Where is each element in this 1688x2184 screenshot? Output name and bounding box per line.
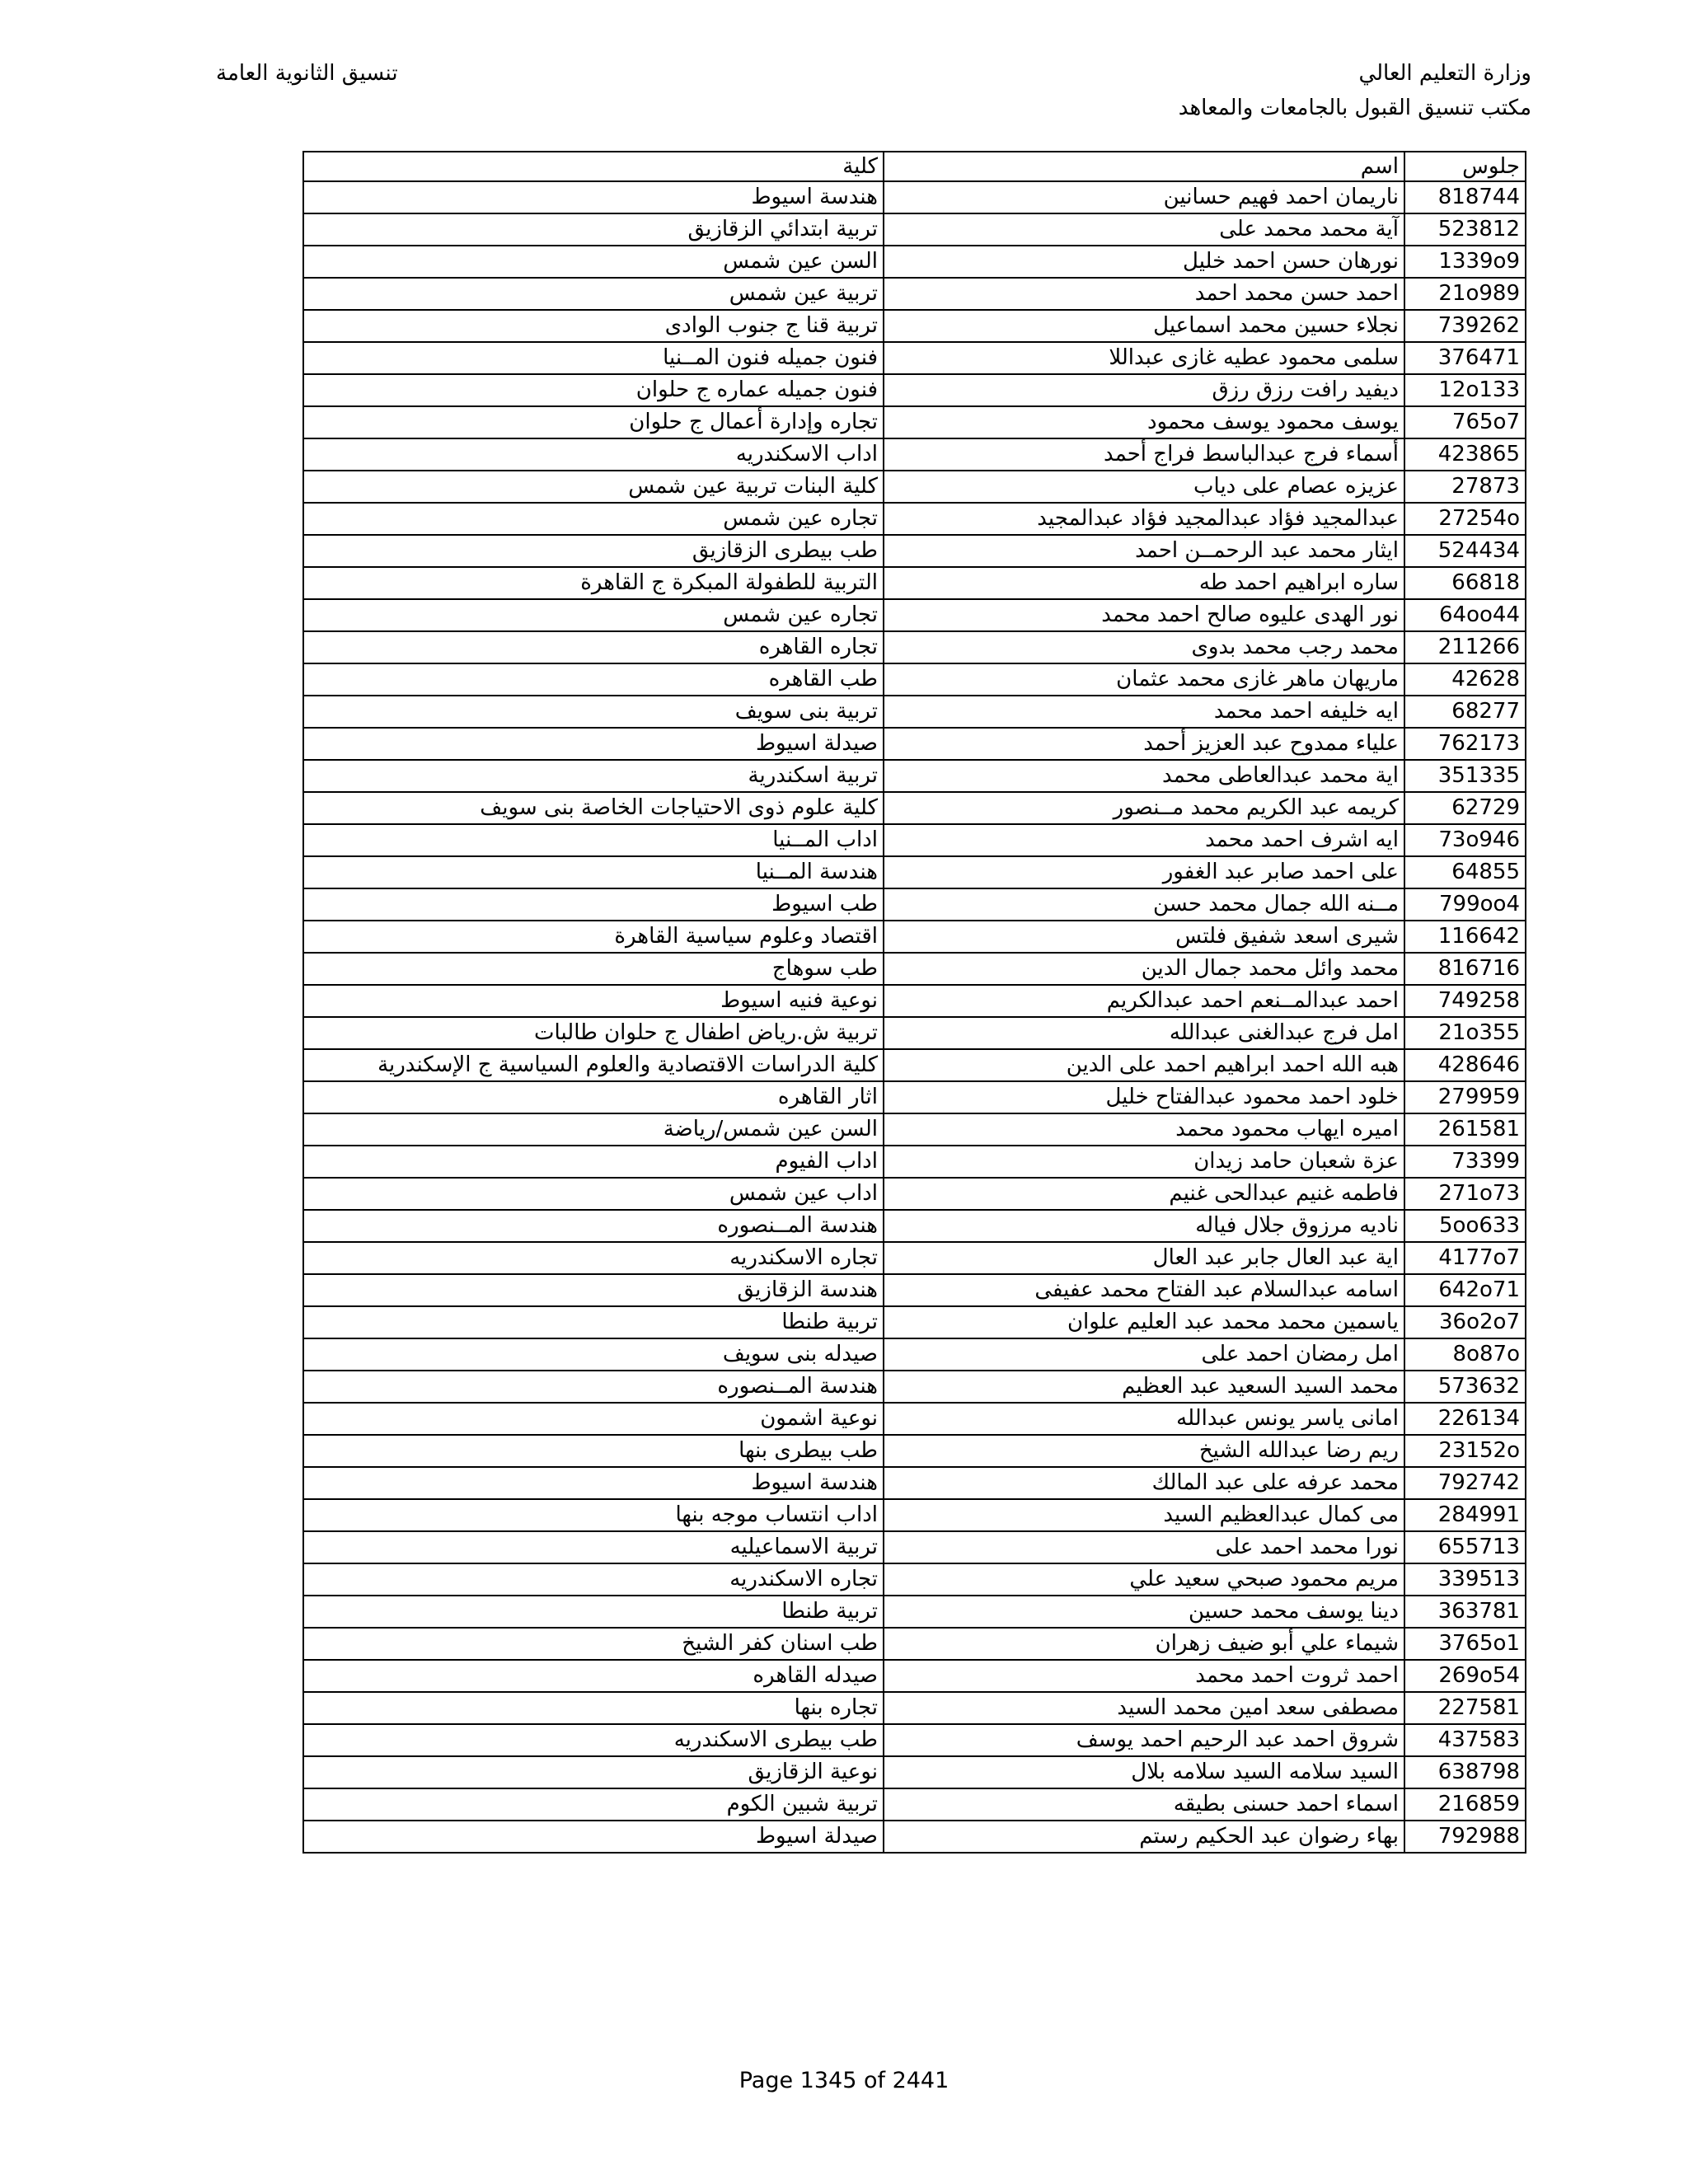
name-cell: عزيزه عصام على دياب bbox=[884, 471, 1404, 503]
college-cell: هندسة المــنيا bbox=[303, 856, 884, 888]
name-cell: على احمد صابر عبد الغفور bbox=[884, 856, 1404, 888]
name-cell: نجلاء حسين محمد اسماعيل bbox=[884, 310, 1404, 342]
college-cell: اداب الاسكندريه bbox=[303, 438, 884, 471]
college-cell: طب اسيوط bbox=[303, 888, 884, 921]
name-cell: ناديه مرزوق جلال فياله bbox=[884, 1210, 1404, 1242]
seat-cell: 279959 bbox=[1404, 1081, 1526, 1113]
seat-cell: 216859 bbox=[1404, 1788, 1526, 1821]
table-row bbox=[303, 1435, 1526, 1467]
table-row bbox=[303, 1499, 1526, 1531]
seat-cell: 638798 bbox=[1404, 1756, 1526, 1788]
seat-cell: 21o989 bbox=[1404, 278, 1526, 310]
name-cell: فاطمه غنيم عبدالحى غنيم bbox=[884, 1178, 1404, 1210]
college-cell: صيدلة اسيوط bbox=[303, 1821, 884, 1853]
college-cell: فنون جميله عماره ج حلوان bbox=[303, 374, 884, 406]
college-cell: التربية للطفولة المبكرة ج القاهرة bbox=[303, 567, 884, 599]
name-cell: آية محمد محمد على bbox=[884, 213, 1404, 246]
table-row bbox=[303, 921, 1526, 953]
seat-cell: 655713 bbox=[1404, 1531, 1526, 1563]
college-cell: تجاره عين شمس bbox=[303, 503, 884, 535]
college-cell: اثار القاهره bbox=[303, 1081, 884, 1113]
college-cell: السن عين شمس bbox=[303, 246, 884, 278]
name-cell: اميره ايهاب محمود محمد bbox=[884, 1113, 1404, 1146]
name-cell: ايه خليفه احمد محمد bbox=[884, 696, 1404, 728]
name-cell: عزة شعبان حامد زيدان bbox=[884, 1146, 1404, 1178]
table-row bbox=[303, 1210, 1526, 1242]
college-cell: تربية ابتدائي الزقازيق bbox=[303, 213, 884, 246]
college-cell: هندسة المــنصوره bbox=[303, 1210, 884, 1242]
seat-cell: 437583 bbox=[1404, 1724, 1526, 1756]
name-cell: امانى ياسر يونس عبدالله bbox=[884, 1403, 1404, 1435]
ministry-title: وزارة التعليم العالي bbox=[1358, 61, 1531, 86]
name-cell: عبدالمجيد فؤاد عبدالمجيد فؤاد عبدالمجيد bbox=[884, 503, 1404, 535]
seat-cell: 423865 bbox=[1404, 438, 1526, 471]
seat-cell: 4177o7 bbox=[1404, 1242, 1526, 1274]
college-cell: نوعية فنيه اسيوط bbox=[303, 985, 884, 1017]
column-header-seat: جلوس bbox=[1404, 152, 1526, 181]
table-row bbox=[303, 1371, 1526, 1403]
college-cell: طب سوهاج bbox=[303, 953, 884, 985]
name-cell: علياء ممدوح عبد العزيز أحمد bbox=[884, 728, 1404, 760]
seat-cell: 523812 bbox=[1404, 213, 1526, 246]
table-row bbox=[303, 1467, 1526, 1499]
college-cell: فنون جميله فنون المــنيا bbox=[303, 342, 884, 374]
seat-cell: 269o54 bbox=[1404, 1660, 1526, 1692]
seat-cell: 816716 bbox=[1404, 953, 1526, 985]
seat-cell: 376471 bbox=[1404, 342, 1526, 374]
name-cell: احمد ثروت احمد محمد bbox=[884, 1660, 1404, 1692]
table-row bbox=[303, 181, 1526, 213]
name-cell: ناريمان احمد فهيم حسانين bbox=[884, 181, 1404, 213]
name-cell: نورا محمد احمد على bbox=[884, 1531, 1404, 1563]
college-cell: اداب عين شمس bbox=[303, 1178, 884, 1210]
seat-cell: 271o73 bbox=[1404, 1178, 1526, 1210]
table-row bbox=[303, 1563, 1526, 1596]
name-cell: مصطفى سعد امين محمد السيد bbox=[884, 1692, 1404, 1724]
name-cell: اية عبد العال جابر عبد العال bbox=[884, 1242, 1404, 1274]
college-cell: تربية بنى سويف bbox=[303, 696, 884, 728]
college-cell: طب القاهره bbox=[303, 663, 884, 696]
seat-cell: 339513 bbox=[1404, 1563, 1526, 1596]
table-row bbox=[303, 1788, 1526, 1821]
header-row bbox=[303, 152, 1526, 181]
college-cell: تجاره عين شمس bbox=[303, 599, 884, 631]
college-cell: اداب انتساب موجه بنها bbox=[303, 1499, 884, 1531]
college-cell: كلية الدراسات الاقتصادية والعلوم السياسية ج الإسكندرية bbox=[303, 1049, 884, 1081]
table-row bbox=[303, 760, 1526, 792]
table-row bbox=[303, 567, 1526, 599]
seat-cell: 792988 bbox=[1404, 1821, 1526, 1853]
table-row bbox=[303, 824, 1526, 856]
name-cell: اسامه عبدالسلام عبد الفتاح محمد عفيفى bbox=[884, 1274, 1404, 1306]
table-row bbox=[303, 278, 1526, 310]
name-cell: بهاء رضوان عبد الحكيم رستم bbox=[884, 1821, 1404, 1853]
table-row bbox=[303, 792, 1526, 824]
seat-cell: 284991 bbox=[1404, 1499, 1526, 1531]
name-cell: مريم محمود صبحي سعيد علي bbox=[884, 1563, 1404, 1596]
name-cell: محمد وائل محمد جمال الدين bbox=[884, 953, 1404, 985]
college-cell: طب بيطرى الزقازيق bbox=[303, 535, 884, 567]
college-cell: هندسة اسيوط bbox=[303, 181, 884, 213]
table-row bbox=[303, 953, 1526, 985]
table-row bbox=[303, 246, 1526, 278]
seat-cell: 5oo633 bbox=[1404, 1210, 1526, 1242]
seat-cell: 1339o9 bbox=[1404, 246, 1526, 278]
name-cell: خلود احمد محمود عبدالفتاح خليل bbox=[884, 1081, 1404, 1113]
table-row bbox=[303, 374, 1526, 406]
college-cell: هندسة المــنصوره bbox=[303, 1371, 884, 1403]
table-row bbox=[303, 1081, 1526, 1113]
college-cell: تجاره الاسكندريه bbox=[303, 1242, 884, 1274]
table-row bbox=[303, 1628, 1526, 1660]
table-row bbox=[303, 1531, 1526, 1563]
table-row bbox=[303, 1724, 1526, 1756]
seat-cell: 23152o bbox=[1404, 1435, 1526, 1467]
college-cell: صيدله القاهره bbox=[303, 1660, 884, 1692]
seat-cell: 68277 bbox=[1404, 696, 1526, 728]
college-cell: صيدلة اسيوط bbox=[303, 728, 884, 760]
name-cell: سلمى محمود عطيه غازى عبداللا bbox=[884, 342, 1404, 374]
table-row bbox=[303, 1821, 1526, 1853]
seat-cell: 64oo44 bbox=[1404, 599, 1526, 631]
college-cell: كلية البنات تربية عين شمس bbox=[303, 471, 884, 503]
seat-cell: 27254o bbox=[1404, 503, 1526, 535]
name-cell: ماريهان ماهر غازى محمد عثمان bbox=[884, 663, 1404, 696]
college-cell: هندسة اسيوط bbox=[303, 1467, 884, 1499]
college-cell: صيدله بنى سويف bbox=[303, 1338, 884, 1371]
seat-cell: 428646 bbox=[1404, 1049, 1526, 1081]
seat-cell: 73o946 bbox=[1404, 824, 1526, 856]
table-row bbox=[303, 1660, 1526, 1692]
seat-cell: 642o71 bbox=[1404, 1274, 1526, 1306]
seat-cell: 792742 bbox=[1404, 1467, 1526, 1499]
college-cell: تربية الاسماعيليه bbox=[303, 1531, 884, 1563]
college-cell: تربية قنا ج جنوب الوادى bbox=[303, 310, 884, 342]
column-header-college: كلية bbox=[303, 152, 884, 181]
name-cell: محمد رجب محمد بدوى bbox=[884, 631, 1404, 663]
name-cell: محمد السيد السعيد عبد العظيم bbox=[884, 1371, 1404, 1403]
college-cell: تجاره وإدارة أعمال ج حلوان bbox=[303, 406, 884, 438]
seat-cell: 261581 bbox=[1404, 1113, 1526, 1146]
college-cell: اداب المــنيا bbox=[303, 824, 884, 856]
table-row bbox=[303, 631, 1526, 663]
seat-cell: 351335 bbox=[1404, 760, 1526, 792]
table-row bbox=[303, 1306, 1526, 1338]
page-number: Page 1345 of 2441 bbox=[738, 2068, 950, 2093]
name-cell: هبه الله احمد ابراهيم احمد على الدين bbox=[884, 1049, 1404, 1081]
name-cell: نورهان حسن احمد خليل bbox=[884, 246, 1404, 278]
name-cell: احمد عبدالمــنعم احمد عبدالكريم bbox=[884, 985, 1404, 1017]
college-cell: تجاره القاهره bbox=[303, 631, 884, 663]
table-row bbox=[303, 663, 1526, 696]
office-title: مكتب تنسيق القبول بالجامعات والمعاهد bbox=[1178, 96, 1531, 120]
name-cell: ايثار محمد عبد الرحمــن احمد bbox=[884, 535, 1404, 567]
table-row bbox=[303, 438, 1526, 471]
table-row bbox=[303, 1178, 1526, 1210]
seat-cell: 66818 bbox=[1404, 567, 1526, 599]
table-row bbox=[303, 1017, 1526, 1049]
name-cell: ايه اشرف احمد محمد bbox=[884, 824, 1404, 856]
seat-cell: 62729 bbox=[1404, 792, 1526, 824]
seat-cell: 762173 bbox=[1404, 728, 1526, 760]
column-header-name: اسم bbox=[884, 152, 1404, 181]
college-cell: تربية عين شمس bbox=[303, 278, 884, 310]
table-row bbox=[303, 696, 1526, 728]
name-cell: ياسمين محمد محمد عبد العليم علوان bbox=[884, 1306, 1404, 1338]
table-row bbox=[303, 1146, 1526, 1178]
name-cell: احمد حسن محمد احمد bbox=[884, 278, 1404, 310]
table-row bbox=[303, 1242, 1526, 1274]
seat-cell: 12o133 bbox=[1404, 374, 1526, 406]
seat-cell: 42628 bbox=[1404, 663, 1526, 696]
table-row bbox=[303, 406, 1526, 438]
seat-cell: 116642 bbox=[1404, 921, 1526, 953]
college-cell: تجاره بنها bbox=[303, 1692, 884, 1724]
seat-cell: 73399 bbox=[1404, 1146, 1526, 1178]
college-cell: اقتصاد وعلوم سياسية القاهرة bbox=[303, 921, 884, 953]
seat-cell: 64855 bbox=[1404, 856, 1526, 888]
name-cell: شروق احمد عبد الرحيم احمد يوسف bbox=[884, 1724, 1404, 1756]
college-cell: طب اسنان كفر الشيخ bbox=[303, 1628, 884, 1660]
name-cell: مــنه الله جمال محمد حسن bbox=[884, 888, 1404, 921]
seat-cell: 8o87o bbox=[1404, 1338, 1526, 1371]
name-cell: مى كمال عبدالعظيم السيد bbox=[884, 1499, 1404, 1531]
table-row bbox=[303, 888, 1526, 921]
name-cell: شيرى اسعد شفيق فلتس bbox=[884, 921, 1404, 953]
seat-cell: 765o7 bbox=[1404, 406, 1526, 438]
seat-cell: 573632 bbox=[1404, 1371, 1526, 1403]
name-cell: نور الهدى عليوه صالح احمد محمد bbox=[884, 599, 1404, 631]
table-header bbox=[303, 152, 1526, 181]
college-cell: نوعية اشمون bbox=[303, 1403, 884, 1435]
name-cell: امل رمضان احمد على bbox=[884, 1338, 1404, 1371]
table-row bbox=[303, 213, 1526, 246]
college-cell: اداب الفيوم bbox=[303, 1146, 884, 1178]
table-row bbox=[303, 1049, 1526, 1081]
name-cell: كريمه عبد الكريم محمد مــنصور bbox=[884, 792, 1404, 824]
college-cell: تربية طنطا bbox=[303, 1596, 884, 1628]
college-cell: كلية علوم ذوى الاحتياجات الخاصة بنى سويف bbox=[303, 792, 884, 824]
seat-cell: 818744 bbox=[1404, 181, 1526, 213]
coordination-title: تنسيق الثانوية العامة bbox=[216, 61, 398, 86]
college-cell: تربية طنطا bbox=[303, 1306, 884, 1338]
seat-cell: 21o355 bbox=[1404, 1017, 1526, 1049]
table-row bbox=[303, 342, 1526, 374]
seat-cell: 3765o1 bbox=[1404, 1628, 1526, 1660]
name-cell: شيماء علي أبو ضيف زهران bbox=[884, 1628, 1404, 1660]
table-row bbox=[303, 1756, 1526, 1788]
table-row bbox=[303, 1596, 1526, 1628]
table-row bbox=[303, 728, 1526, 760]
seat-cell: 36o2o7 bbox=[1404, 1306, 1526, 1338]
table-row bbox=[303, 1338, 1526, 1371]
name-cell: ريم رضا عبدالله الشيخ bbox=[884, 1435, 1404, 1467]
seat-cell: 211266 bbox=[1404, 631, 1526, 663]
college-cell: طب بيطرى الاسكندريه bbox=[303, 1724, 884, 1756]
admissions-table bbox=[302, 151, 1526, 1854]
name-cell: السيد سلامه السيد سلامه بلال bbox=[884, 1756, 1404, 1788]
seat-cell: 524434 bbox=[1404, 535, 1526, 567]
table-row bbox=[303, 1274, 1526, 1306]
name-cell: ساره ابراهيم احمد طه bbox=[884, 567, 1404, 599]
name-cell: امل فرج عبدالغنى عبدالله bbox=[884, 1017, 1404, 1049]
name-cell: اية محمد عبدالعاطى محمد bbox=[884, 760, 1404, 792]
college-cell: طب بيطرى بنها bbox=[303, 1435, 884, 1467]
seat-cell: 226134 bbox=[1404, 1403, 1526, 1435]
college-cell: تربية شبين الكوم bbox=[303, 1788, 884, 1821]
seat-cell: 739262 bbox=[1404, 310, 1526, 342]
seat-cell: 27873 bbox=[1404, 471, 1526, 503]
name-cell: دينا يوسف محمد حسين bbox=[884, 1596, 1404, 1628]
table-row bbox=[303, 1113, 1526, 1146]
table-row bbox=[303, 503, 1526, 535]
college-cell: تربية اسكندرية bbox=[303, 760, 884, 792]
college-cell: هندسة الزقازيق bbox=[303, 1274, 884, 1306]
table-row bbox=[303, 599, 1526, 631]
table-body bbox=[303, 181, 1526, 1853]
seat-cell: 749258 bbox=[1404, 985, 1526, 1017]
table-row bbox=[303, 471, 1526, 503]
table-row bbox=[303, 1403, 1526, 1435]
college-cell: نوعية الزقازيق bbox=[303, 1756, 884, 1788]
table-row bbox=[303, 856, 1526, 888]
table-row bbox=[303, 310, 1526, 342]
college-cell: تجاره الاسكندريه bbox=[303, 1563, 884, 1596]
table-row bbox=[303, 535, 1526, 567]
college-cell: السن عين شمس/رياضة bbox=[303, 1113, 884, 1146]
seat-cell: 363781 bbox=[1404, 1596, 1526, 1628]
name-cell: اسماء احمد حسنى بطيقه bbox=[884, 1788, 1404, 1821]
seat-cell: 799oo4 bbox=[1404, 888, 1526, 921]
table-row bbox=[303, 985, 1526, 1017]
seat-cell: 227581 bbox=[1404, 1692, 1526, 1724]
table-row bbox=[303, 1692, 1526, 1724]
name-cell: محمد عرفه على عبد المالك bbox=[884, 1467, 1404, 1499]
college-cell: تربية ش.رياض اطفال ج حلوان طالبات bbox=[303, 1017, 884, 1049]
name-cell: يوسف محمود يوسف محمود bbox=[884, 406, 1404, 438]
name-cell: ديفيد رافت رزق رزق bbox=[884, 374, 1404, 406]
name-cell: أسماء فرج عبدالباسط فراج أحمد bbox=[884, 438, 1404, 471]
